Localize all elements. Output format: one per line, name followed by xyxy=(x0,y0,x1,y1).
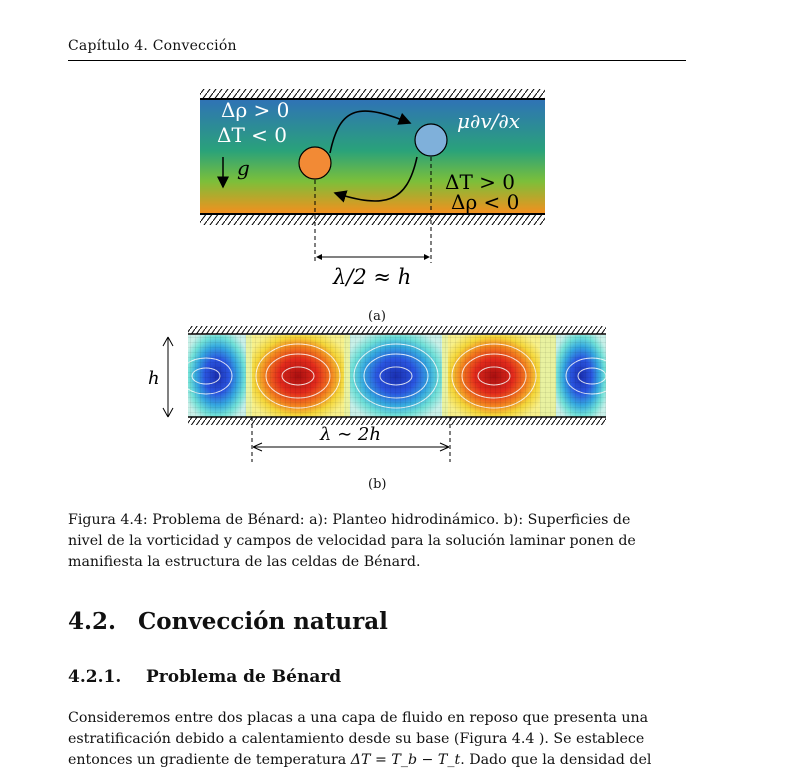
section-title: Convección natural xyxy=(138,608,388,635)
label-dT-pos: ΔT > 0 xyxy=(445,170,515,194)
top-wall-hatch xyxy=(188,326,606,334)
label-shear: μ∂v/∂x xyxy=(457,109,520,133)
subfigure-label-a: (a) xyxy=(368,309,386,324)
figure-b xyxy=(140,322,610,467)
temperature-gradient-formula: ΔT = T_b − T_t xyxy=(350,752,461,768)
caption-line: Figura 4.4: Problema de Bénard: a): Planteo hidrodinámico. b): Superficies de xyxy=(68,512,631,528)
body-paragraph xyxy=(68,708,686,771)
velocity-grid xyxy=(188,335,606,417)
figure-a xyxy=(195,85,555,295)
label-dT-neg: ΔT < 0 xyxy=(217,123,287,147)
label-lambda-a: λ/2 ≈ h xyxy=(333,265,412,289)
hot-parcel xyxy=(299,147,331,179)
bottom-plate-hatch xyxy=(200,215,545,225)
label-g: g xyxy=(237,156,250,180)
body-line xyxy=(68,750,686,771)
cold-parcel xyxy=(415,124,447,156)
running-header: Capítulo 4. Convección xyxy=(68,38,237,54)
caption-line: nivel de la vorticidad y campos de velocidad para la solución laminar ponen de xyxy=(68,533,636,549)
figure-caption xyxy=(68,510,686,573)
caption-line: manifiesta la estructura de las celdas de Bénard. xyxy=(68,554,421,570)
lambda-arrowhead-left xyxy=(316,254,322,260)
body-line: Consideremos entre dos placas a una capa de fluido en reposo que presenta una xyxy=(68,710,649,726)
label-drho-neg: Δρ < 0 xyxy=(451,190,520,214)
lambda-arrowhead-right xyxy=(424,254,430,260)
subfigure-label-b: (b) xyxy=(368,477,387,492)
body-text: . Dado que la densidad del xyxy=(460,752,652,768)
section-heading xyxy=(68,608,388,635)
label-h: h xyxy=(148,368,160,389)
label-drho-pos: Δρ > 0 xyxy=(221,98,290,122)
body-text: entonces un gradiente de temperatura xyxy=(68,752,351,768)
section-number: 4.2. xyxy=(68,608,117,635)
subsection-heading xyxy=(68,667,341,687)
body-line: estratificación debido a calentamiento desde su base (Figura 4.4 ). Se establece xyxy=(68,731,645,747)
bottom-wall-hatch xyxy=(188,417,606,425)
label-lambda-b: λ ∼ 2h xyxy=(320,424,381,445)
header-rule xyxy=(68,60,686,61)
subsection-number: 4.2.1. xyxy=(68,667,122,687)
subsection-title: Problema de Bénard xyxy=(146,667,342,687)
